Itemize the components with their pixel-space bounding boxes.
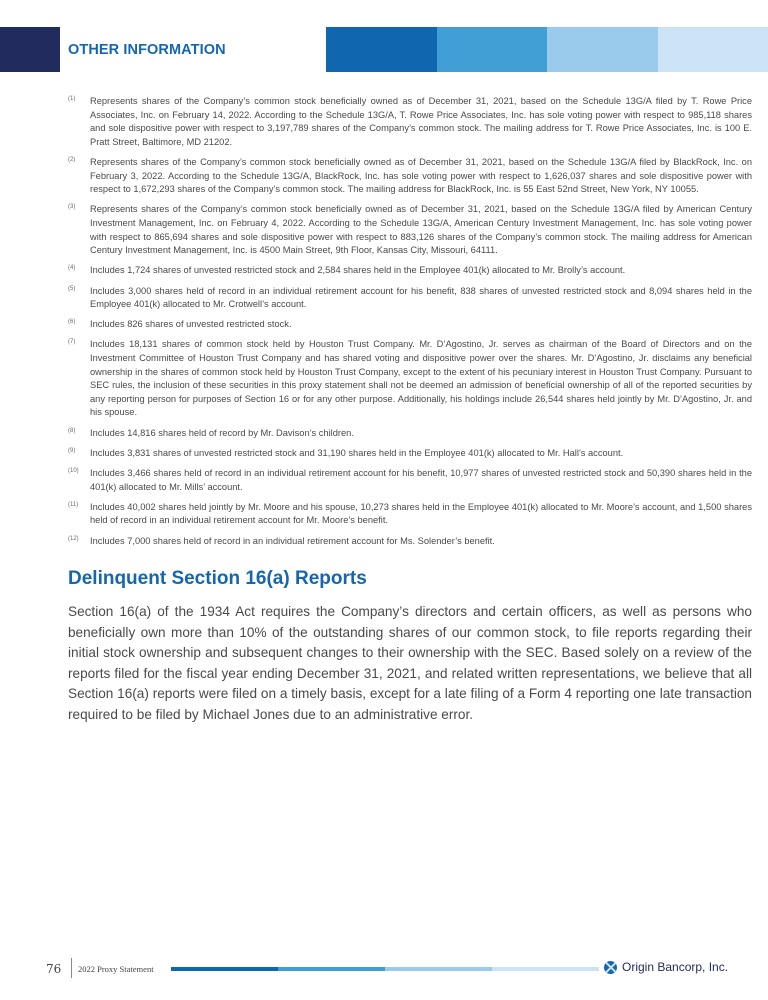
footnote-marker: (1) — [68, 96, 76, 102]
footnote-text: Includes 14,816 shares held of record by Mr. Davison’s children. — [90, 427, 354, 438]
footer-bar-1 — [171, 967, 278, 971]
footnote-text: Includes 7,000 shares held of record in an individual retirement account for Ms. Solender’s benefit. — [90, 535, 495, 546]
footnote-marker: (2) — [68, 156, 76, 163]
footnote-marker: (12) — [68, 535, 79, 542]
footnote — [68, 467, 752, 494]
header-bar-1 — [326, 27, 437, 72]
footnote — [68, 156, 752, 197]
footnotes-list — [68, 95, 752, 555]
footnote-marker: (9) — [68, 447, 76, 454]
company-logo — [604, 960, 728, 974]
footnote — [68, 427, 752, 441]
footnote — [68, 203, 752, 257]
document-label: 2022 Proxy Statement — [78, 964, 154, 974]
footnote-text: Represents shares of the Company’s common stock beneficially owned as of December 31, 2021, based on the Schedule 13G/A filed by BlackRock, Inc. on February 3, 2022. According to the Schedule 13G/A, BlackRock, Inc. has sole voting power with respect to 1,626,037 shares and sole dispositive power with respect to 1,672,293 shares of the Company’s common stock. The mailing address for BlackRock, Inc. is 55 East 52nd Street, New York, NY 10055. — [90, 156, 752, 195]
header-navy-block — [0, 27, 60, 72]
footnote-marker: (4) — [68, 265, 76, 272]
footnote — [68, 535, 752, 549]
company-name: Origin Bancorp, Inc. — [622, 960, 729, 974]
footer-bar-4 — [492, 967, 599, 971]
footnote — [68, 285, 752, 312]
footnote — [68, 95, 752, 149]
footnote — [68, 264, 752, 278]
footnote-marker: (7) — [68, 339, 76, 346]
footnote-text: Represents shares of the Company’s common stock beneficially owned as of December 31, 2021, based on the Schedule 13G/A filed by T. Rowe Price Associates, Inc. on February 14, 2022. According to the Schedule 13G/A, T. Rowe Price Associates, Inc. has sole voting power with respect to 985,118 shares and sole dispositive power with respect to 3,197,789 shares of the Company’s common stock. The mailing address for T. Rowe Price Associates, Inc. is 100 E. Pratt Street, Baltimore, MD 21202. — [90, 96, 752, 147]
footnote — [68, 501, 752, 528]
section-heading: Delinquent Section 16(a) Reports — [68, 568, 367, 589]
footnote-marker: (11) — [68, 501, 79, 508]
footnote-text: Includes 3,000 shares held of record in an individual retirement account for his benefit, 838 shares of unvested restricted stock and 8,094 shares held in the Employee 401(k) allocated to Mr. Crotwell’s account. — [90, 285, 752, 310]
header-color-bars — [326, 27, 768, 72]
footnote-text: Includes 3,831 shares of unvested restricted stock and 31,190 shares held in the Employee 401(k) allocated to Mr. Hall’s account. — [90, 447, 624, 458]
footnote-marker: (3) — [68, 204, 76, 211]
footnote-text: Includes 40,002 shares held jointly by Mr. Moore and his spouse, 10,273 shares held in the Employee 401(k) allocated to Mr. Moore’s account, and 1,500 shares held of record in an individual retirement account for Mr. Moore’s benefit. — [90, 501, 752, 526]
footer-bar-3 — [385, 967, 492, 971]
footnote — [68, 318, 752, 332]
footer-color-bars — [171, 967, 599, 971]
footnote-marker: (10) — [68, 468, 79, 474]
section-body-paragraph: Section 16(a) of the 1934 Act requires the Company’s directors and certain officers, as well as persons who beneficially own more than 10% of the outstanding shares of our common stock, to file reports regarding their initial stock ownership and subsequent changes to their ownership with the SEC. Based solely on a review of the reports filed for the fiscal year ending December 31, 2021, and related written representations, we believe that all Section 16(a) reports were filed on a timely basis, except for a late filing of a Form 4 reporting one late transaction required to be filed by Michael Jones due to an administrative error. — [68, 604, 752, 722]
footnote-text: Includes 826 shares of unvested restricted stock. — [90, 319, 292, 330]
header-bar-2 — [437, 27, 548, 72]
header-bar-3 — [547, 27, 658, 72]
footnote-marker: (8) — [68, 427, 76, 434]
footnote-text: Represents shares of the Company’s common stock beneficially owned as of December 31, 2021, based on the Schedule 13G/A filed by American Century Investment Management, Inc. on February 4, 2022. According to the Schedule 13G/A, American Century Investment Management, Inc. has sole voting power with respect to 865,694 shares and sole dispositive power with respect to 883,126 shares of the Company’s common stock. The mailing address for American Century Investment Management, Inc. is 4500 Main Street, 9th Floor, Kansas City, Missouri, 64111. — [90, 204, 752, 256]
footnote — [68, 447, 752, 461]
section-header-title: OTHER INFORMATION — [68, 42, 226, 58]
footnote-marker: (6) — [68, 319, 76, 326]
origin-x-logo-icon — [604, 961, 617, 974]
footnote-text: Includes 18,131 shares of common stock held by Houston Trust Company. Mr. D’Agostino, Jr. serves as chairman of the Board of Directors and on the Investment Committee of Houston Trust Company and has shared voting and dispositive power over the shares. Mr. D’Agostino, Jr. disclaims any beneficial ownership in the shares of common stock held by Houston Trust Company, except to the extent of his pecuniary interest in Houston Trust Company. Pursuant to SEC rules, the inclusion of these securities in this proxy statement shall not be deemed an admission of beneficial ownership of all of the reported securities by any reporting person for purposes of Section 16 or for any other purpose. Additionally, his holdings include 26,544 shares held jointly by Mr. D’Agostino, Jr. and his spouse. — [90, 339, 752, 418]
footnote-marker: (5) — [68, 285, 76, 292]
footer-bar-2 — [278, 967, 385, 971]
footnote — [68, 338, 752, 420]
header-bar-4 — [658, 27, 768, 72]
footnote-text: Includes 1,724 shares of unvested restricted stock and 2,584 shares held in the Employee 401(k) allocated to Mr. Brolly’s account. — [90, 265, 626, 276]
page-number: 76 — [46, 962, 62, 976]
footnote-text: Includes 3,466 shares held of record in an individual retirement account for his benefit, 10,977 shares of unvested restricted stock and 50,390 shares held in the 401(k) allocated to Mr. Mills’ account. — [90, 468, 752, 492]
footer-divider — [71, 958, 72, 978]
